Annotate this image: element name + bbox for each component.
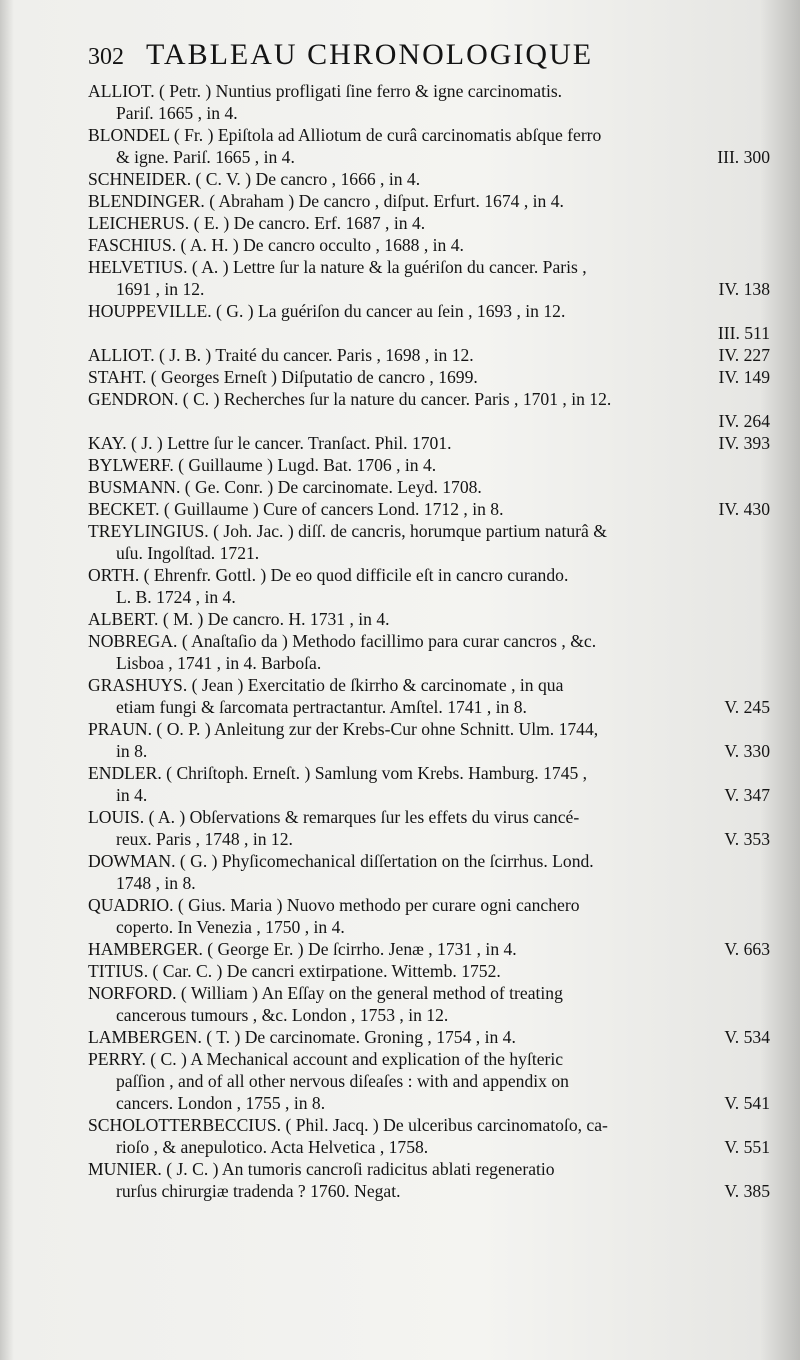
entry-text: BYLWERF. ( Guillaume ) Lugd. Bat. 1706 , in 4. — [88, 455, 437, 475]
bleed-through-text — [140, 1268, 700, 1348]
entry-line — [88, 982, 770, 1004]
entry-text: & igne. Pariſ. 1665 , in 4. — [116, 147, 295, 167]
entry-text: LEICHERUS. ( E. ) De cancro. Erf. 1687 , in 4. — [88, 213, 426, 233]
entry-line — [88, 168, 770, 190]
bibliography-entry — [88, 674, 770, 718]
entry-text: LAMBERGEN. ( T. ) De carcinomate. Groning , 1754 , in 4. — [88, 1027, 516, 1047]
entry-text: GENDRON. ( C. ) Recherches ſur la nature du cancer. Paris , 1701 , in 12. — [88, 389, 612, 409]
volume-page-reference: V. 551 — [724, 1137, 770, 1157]
entry-line — [88, 1004, 770, 1026]
entry-line — [88, 696, 770, 718]
entry-text: TITIUS. ( Car. C. ) De cancri extirpatione. Wittemb. 1752. — [88, 961, 501, 981]
bibliography-entry — [88, 960, 770, 982]
bibliography-entry — [88, 256, 770, 300]
entry-text: KAY. ( J. ) Lettre ſur le cancer. Tranſact. Phil. 1701. — [88, 433, 452, 453]
bibliography-entry — [88, 630, 770, 674]
entry-text: NOBREGA. ( Anaſtaſio da ) Methodo facillimo para curar cancros , &c. — [88, 631, 597, 651]
volume-page-reference: V. 347 — [724, 785, 770, 805]
bibliography-entry — [88, 718, 770, 762]
entry-text: QUADRIO. ( Gius. Maria ) Nuovo methodo per curare ogni canchero — [88, 895, 580, 915]
entry-text: SCHNEIDER. ( C. V. ) De cancro , 1666 , in 4. — [88, 169, 421, 189]
entry-text: uſu. Ingolſtad. 1721. — [116, 543, 260, 563]
volume-page-reference: IV. 149 — [718, 367, 770, 387]
volume-page-reference: IV. 227 — [718, 345, 770, 365]
bibliography-entry — [88, 432, 770, 454]
entry-line — [88, 894, 770, 916]
entry-line — [88, 80, 770, 102]
entry-text: STAHT. ( Georges Erneſt ) Diſputatio de cancro , 1699. — [88, 367, 478, 387]
entry-line — [88, 1136, 770, 1158]
entry-text: cancerous tumours , &c. London , 1753 , in 12. — [116, 1005, 449, 1025]
entry-line — [88, 1026, 770, 1048]
entry-text: Lisboa , 1741 , in 4. Barboſa. — [116, 653, 322, 673]
volume-page-reference: IV. 430 — [718, 499, 770, 519]
page-header — [88, 38, 788, 78]
entry-line — [88, 1158, 770, 1180]
entry-line — [88, 916, 770, 938]
entry-text: BLENDINGER. ( Abraham ) De cancro , diſput. Erfurt. 1674 , in 4. — [88, 191, 564, 211]
entry-line — [88, 344, 770, 366]
entry-text: LOUIS. ( A. ) Obſervations & remarques ſur les effets du virus cancé- — [88, 807, 580, 827]
entry-text: 1691 , in 12. — [116, 279, 205, 299]
entry-line — [88, 1114, 770, 1136]
volume-page-reference: III. 511 — [717, 323, 770, 343]
entry-line — [88, 190, 770, 212]
bibliography-entry — [88, 894, 770, 938]
entry-text: ALBERT. ( M. ) De cancro. H. 1731 , in 4. — [88, 609, 390, 629]
bibliography-entry — [88, 806, 770, 850]
entry-text: BLONDEL ( Fr. ) Epiſtola ad Alliotum de curâ carcinomatis abſque ferro — [88, 125, 602, 145]
entry-line — [88, 850, 770, 872]
entry-text: TREYLINGIUS. ( Joh. Jac. ) diſſ. de cancris, horumque partium naturâ & — [88, 521, 607, 541]
entry-line — [88, 938, 770, 960]
bibliography-entry — [88, 1158, 770, 1202]
entry-text: BECKET. ( Guillaume ) Cure of cancers Lond. 1712 , in 8. — [88, 499, 504, 519]
entry-text: BUSMANN. ( Ge. Conr. ) De carcinomate. Leyd. 1708. — [88, 477, 482, 497]
bibliography-entry — [88, 388, 770, 432]
entry-text: paſſion , and of all other nervous diſeaſes : with and appendix on — [116, 1071, 569, 1091]
entry-line — [88, 388, 770, 410]
volume-page-reference: V. 353 — [724, 829, 770, 849]
bibliography-entry — [88, 454, 770, 476]
bibliography-entry — [88, 1026, 770, 1048]
entry-text: rioſo , & anepulotico. Acta Helvetica , 1758. — [116, 1137, 429, 1157]
entry-text: ALLIOT. ( J. B. ) Traité du cancer. Paris , 1698 , in 12. — [88, 345, 474, 365]
entry-text: Pariſ. 1665 , in 4. — [116, 103, 238, 123]
entry-line — [88, 564, 770, 586]
entry-line — [88, 234, 770, 256]
chronological-entry-list — [88, 80, 770, 1202]
entry-text: PRAUN. ( O. P. ) Anleitung zur der Krebs-Cur ohne Schnitt. Ulm. 1744, — [88, 719, 599, 739]
entry-text: rurſus chirurgiæ tradenda ? 1760. Negat. — [116, 1181, 401, 1201]
entry-line — [88, 124, 770, 146]
entry-text: cancers. London , 1755 , in 8. — [116, 1093, 326, 1113]
entry-line — [88, 278, 770, 300]
entry-line — [88, 476, 770, 498]
entry-text: ALLIOT. ( Petr. ) Nuntius profligati ſine ferro & igne carcinomatis. — [88, 81, 563, 101]
entry-line — [88, 740, 770, 762]
bibliography-entry — [88, 168, 770, 190]
volume-page-reference: V. 385 — [724, 1181, 770, 1201]
bibliography-entry — [88, 850, 770, 894]
entry-text: in 4. — [116, 785, 148, 805]
entry-line — [88, 806, 770, 828]
entry-line — [88, 762, 770, 784]
entry-line — [88, 872, 770, 894]
bibliography-entry — [88, 762, 770, 806]
bibliography-entry — [88, 366, 770, 388]
entry-text: GRASHUYS. ( Jean ) Exercitatio de ſkirrho & carcinomate , in qua — [88, 675, 564, 695]
bibliography-entry — [88, 80, 770, 124]
entry-line — [88, 498, 770, 520]
volume-page-reference: III. 300 — [717, 147, 770, 167]
volume-page-reference: IV. 264 — [718, 411, 770, 431]
entry-line — [88, 608, 770, 630]
entry-text: ORTH. ( Ehrenfr. Gottl. ) De eo quod difficile eſt in cancro curando. — [88, 565, 569, 585]
entry-line — [88, 146, 770, 168]
page-title: TABLEAU CHRONOLOGIQUE — [146, 38, 594, 71]
entry-line — [88, 586, 770, 608]
entry-text: SCHOLOTTERBECCIUS. ( Phil. Jacq. ) De ulceribus carcinomatoſo, ca- — [88, 1115, 608, 1135]
bibliography-entry — [88, 1114, 770, 1158]
entry-text: HELVETIUS. ( A. ) Lettre ſur la nature & la guériſon du cancer. Paris , — [88, 257, 587, 277]
entry-line — [88, 718, 770, 740]
bibliography-entry — [88, 124, 770, 168]
entry-line — [88, 630, 770, 652]
bibliography-entry — [88, 982, 770, 1026]
entry-text: HAMBERGER. ( George Er. ) De ſcirrho. Jenæ , 1731 , in 4. — [88, 939, 517, 959]
bibliography-entry — [88, 212, 770, 234]
entry-line — [88, 652, 770, 674]
entry-line — [88, 542, 770, 564]
entry-text: etiam fungi & ſarcomata pertractantur. Amſtel. 1741 , in 8. — [116, 697, 527, 717]
entry-text: coperto. In Venezia , 1750 , in 4. — [116, 917, 345, 937]
entry-line — [88, 102, 770, 124]
entry-line — [88, 674, 770, 696]
page-number: 302 — [88, 44, 124, 70]
entry-line — [88, 520, 770, 542]
volume-page-reference: V. 245 — [724, 697, 770, 717]
volume-page-reference: V. 534 — [724, 1027, 770, 1047]
entry-text: 1748 , in 8. — [116, 873, 196, 893]
entry-line — [88, 784, 770, 806]
volume-page-reference: V. 330 — [724, 741, 770, 761]
bibliography-entry — [88, 498, 770, 520]
entry-text: L. B. 1724 , in 4. — [116, 587, 236, 607]
bibliography-entry — [88, 300, 770, 344]
bibliography-entry — [88, 1048, 770, 1114]
bibliography-entry — [88, 564, 770, 608]
bibliography-entry — [88, 938, 770, 960]
entry-line — [88, 828, 770, 850]
entry-line — [88, 322, 770, 344]
entry-line — [88, 1070, 770, 1092]
entry-text: MUNIER. ( J. C. ) An tumoris cancroſi radicitus ablati regeneratio — [88, 1159, 555, 1179]
entry-line — [88, 212, 770, 234]
entry-line — [88, 410, 770, 432]
bibliography-entry — [88, 190, 770, 212]
entry-text: DOWMAN. ( G. ) Phyſicomechanical diſſertation on the ſcirrhus. Lond. — [88, 851, 594, 871]
bibliography-entry — [88, 608, 770, 630]
volume-page-reference: IV. 138 — [718, 279, 770, 299]
entry-line — [88, 432, 770, 454]
entry-text: FASCHIUS. ( A. H. ) De cancro occulto , 1688 , in 4. — [88, 235, 464, 255]
entry-text: reux. Paris , 1748 , in 12. — [116, 829, 293, 849]
entry-text: PERRY. ( C. ) A Mechanical account and explication of the hyſteric — [88, 1049, 564, 1069]
entry-text: NORFORD. ( William ) An Eſſay on the general method of treating — [88, 983, 563, 1003]
bibliography-entry — [88, 476, 770, 498]
entry-line — [88, 300, 770, 322]
entry-line — [88, 366, 770, 388]
volume-page-reference: V. 663 — [724, 939, 770, 959]
entry-line — [88, 1048, 770, 1070]
bibliography-entry — [88, 520, 770, 564]
entry-text: HOUPPEVILLE. ( G. ) La guériſon du cancer au ſein , 1693 , in 12. — [88, 301, 566, 321]
entry-line — [88, 454, 770, 476]
volume-page-reference: V. 541 — [724, 1093, 770, 1113]
entry-text: ENDLER. ( Chriſtoph. Erneſt. ) Samlung vom Krebs. Hamburg. 1745 , — [88, 763, 588, 783]
entry-line — [88, 256, 770, 278]
entry-line — [88, 1180, 770, 1202]
bibliography-entry — [88, 344, 770, 366]
entry-line — [88, 1092, 770, 1114]
volume-page-reference: IV. 393 — [718, 433, 770, 453]
bibliography-entry — [88, 234, 770, 256]
entry-line — [88, 960, 770, 982]
entry-text: in 8. — [116, 741, 148, 761]
